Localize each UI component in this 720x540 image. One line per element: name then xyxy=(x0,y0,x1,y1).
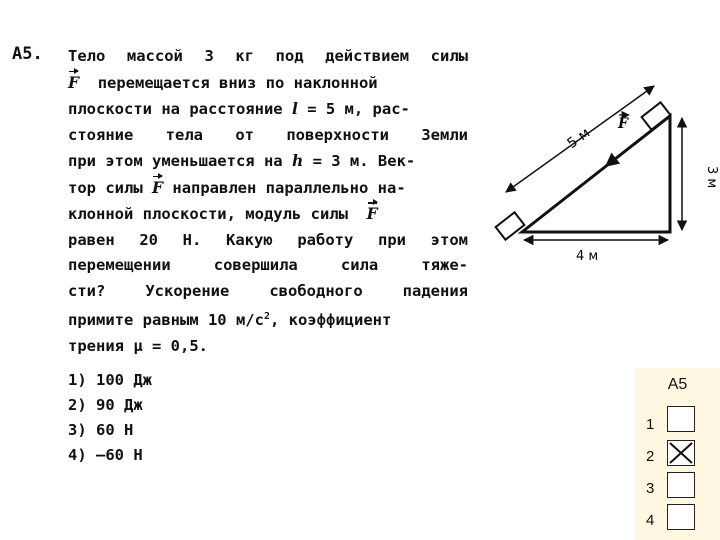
problem-line-7: клонной плоскости, модуль силы F xyxy=(68,201,468,228)
problem-line-12: трения μ = 0,5. xyxy=(68,336,208,355)
option-number-1: 1 xyxy=(646,416,655,433)
height-symbol: h xyxy=(291,151,304,170)
problem-line-9: перемещении совершила сила тяже- xyxy=(68,256,468,274)
force-label: F xyxy=(618,116,628,132)
force-symbol: F xyxy=(152,175,163,202)
incline-figure xyxy=(486,82,719,264)
problem-line-1: Тело массой 3 кг под действием силы xyxy=(68,47,468,65)
problem-line-11: примите равным 10 $м/с^2$, коэффициент xyxy=(68,311,392,330)
problem-line-2: F перемещается вниз по наклонной xyxy=(68,70,468,97)
length-symbol: l xyxy=(291,99,298,118)
problem-line-6: тор силы F направлен параллельно на- xyxy=(68,175,468,202)
option-number-4: 4 xyxy=(646,512,655,529)
answer-panel-title: А5 xyxy=(667,376,688,393)
problem-line-4: стояние тела от поверхности Земли xyxy=(68,125,468,144)
problem-line-3: плоскости на расстояние l = 5 м, рас- xyxy=(68,99,410,118)
answer-list xyxy=(68,368,152,468)
problem-line-5: при этом уменьшается на h = 3 м. Век- xyxy=(68,151,416,170)
force-symbol: F xyxy=(68,70,79,97)
answer-item-4: 4) –60 Н xyxy=(68,446,143,464)
height-label: 3 м xyxy=(704,166,719,189)
option-number-2: 2 xyxy=(646,448,655,465)
incline-triangle xyxy=(522,116,670,232)
problem-number: А5. xyxy=(12,44,43,64)
block-top xyxy=(642,102,671,129)
slope-label: 5 м xyxy=(564,124,594,152)
option-checkbox-2[interactable] xyxy=(667,440,695,466)
check-x-icon xyxy=(668,441,694,465)
answer-item-2: 2) 90 Дж xyxy=(68,396,143,414)
option-checkbox-3[interactable] xyxy=(667,472,695,498)
answer-item-1: 1) 100 Дж xyxy=(68,371,153,389)
option-number-3: 3 xyxy=(646,480,655,497)
answer-panel xyxy=(635,368,720,540)
problem-line-10: сти? Ускорение свободного падения xyxy=(68,281,468,300)
option-checkbox-4[interactable] xyxy=(667,504,695,530)
option-checkbox-1[interactable] xyxy=(667,406,695,432)
problem-text xyxy=(68,44,468,359)
block-bottom xyxy=(496,212,525,239)
answer-item-3: 3) 60 Н xyxy=(68,421,134,439)
base-label: 4 м xyxy=(576,249,599,264)
exponent: 2 xyxy=(263,311,270,322)
problem-line-8: равен 20 Н. Какую работу при этом xyxy=(68,230,468,249)
force-arrow xyxy=(606,142,636,166)
force-symbol: F xyxy=(367,201,378,228)
